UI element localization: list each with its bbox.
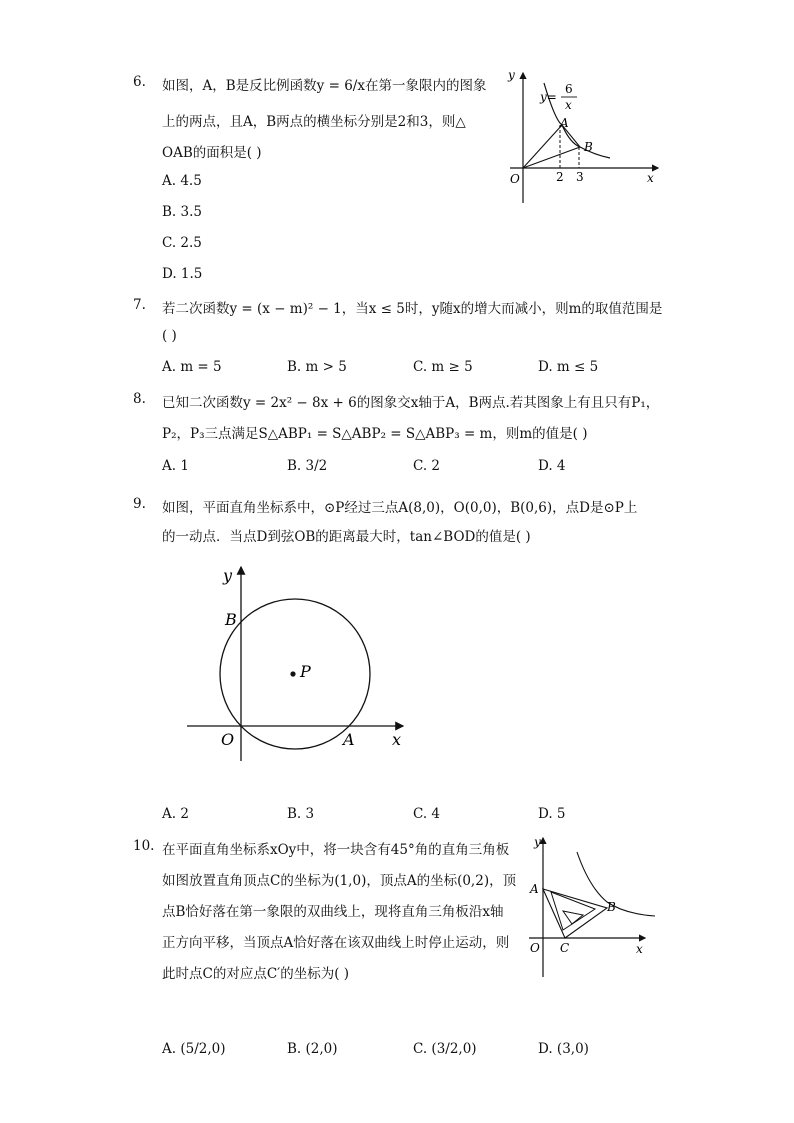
q10-option-a: A. (5/2,0) (162, 1041, 226, 1057)
q10-stem-line-2: 如图放置直角顶点C的坐标为(1,0)，顶点A的坐标(0,2)，顶 (162, 873, 517, 889)
q8-number: 8. (133, 391, 146, 407)
q6-fig-tick-2: 2 (556, 170, 564, 184)
q6-figure (500, 65, 660, 205)
q6-fig-tick-3: 3 (576, 170, 584, 184)
q7-option-a: A. m = 5 (162, 359, 222, 375)
q6-option-b: B. 3.5 (162, 204, 202, 220)
q10-option-c: C. (3/2,0) (413, 1041, 477, 1057)
q6-fig-point-b: B (584, 140, 593, 154)
q6-option-a: A. 4.5 (162, 173, 202, 189)
q6-stem-line-2: 上的两点，且A，B两点的横坐标分别是2和3，则△ (162, 114, 466, 130)
q7-option-b: B. m > 5 (287, 359, 347, 375)
q9-stem-line-1: 如图，平面直角坐标系中，⊙P经过三点A(8,0)，O(0,0)，B(0,6)，点D是⊙P上 (162, 500, 638, 516)
q6-fig-y: y (508, 68, 515, 82)
q6-number: 6. (133, 74, 146, 90)
q10-fig-point-b: B (607, 900, 616, 914)
q9-fig-x: x (392, 730, 402, 749)
q8-option-d: D. 4 (538, 458, 566, 474)
q6-fig-x: x (647, 171, 654, 185)
q10-number: 10. (133, 838, 155, 854)
q8-option-a: A. 1 (162, 458, 189, 474)
q10-fig-x: x (636, 942, 643, 956)
q7-stem-line-2: ( ) (162, 328, 177, 344)
q9-fig-point-b: B (225, 610, 237, 629)
q9-figure (185, 563, 415, 763)
q7-option-c: C. m ≥ 5 (413, 359, 473, 375)
q6-option-c: C. 2.5 (162, 235, 202, 251)
q9-fig-y: y (223, 566, 233, 585)
q10-fig-point-c: C (560, 941, 570, 955)
q10-figure (527, 832, 657, 982)
q10-fig-point-a: A (530, 882, 539, 896)
q6-stem-line-3: OAB的面积是( ) (162, 145, 262, 161)
q7-option-d: D. m ≤ 5 (538, 359, 599, 375)
q10-stem-line-4: 正方向平移，当顶点A恰好落在该双曲线上时停止运动，则 (162, 935, 510, 951)
q8-option-b: B. 3/2 (287, 458, 328, 474)
q6-fig-point-a: A (560, 116, 569, 130)
q9-number: 9. (133, 496, 146, 512)
q10-fig-origin: O (530, 941, 540, 955)
q7-stem-line-1: 若二次函数y = (x − m)² − 1，当x ≤ 5时，y随x的增大而减小，则m的取值范围是 (162, 301, 663, 317)
q6-fig-frac-num: 6 (565, 82, 573, 96)
q10-fig-y: y (534, 835, 541, 849)
q9-option-b: B. 3 (287, 806, 315, 822)
q9-option-c: C. 4 (413, 806, 441, 822)
q10-option-d: D. (3,0) (538, 1041, 589, 1057)
q6-option-d: D. 1.5 (162, 266, 203, 282)
q9-option-a: A. 2 (162, 806, 189, 822)
q9-fig-point-a: A (343, 730, 355, 749)
q10-option-b: B. (2,0) (287, 1041, 338, 1057)
q6-stem-line-1: 如图，A，B是反比例函数y = 6/x在第一象限内的图象 (162, 78, 487, 94)
q9-stem-line-2: 的一动点．当点D到弦OB的距离最大时，tan∠BOD的值是( ) (162, 529, 531, 545)
q9-fig-point-p: P (300, 662, 311, 681)
q8-stem-line-2: P₂，P₃三点满足S△ABP₁ = S△ABP₂ = S△ABP₃ = m，则m的值是( ) (162, 426, 588, 442)
q10-stem-line-5: 此时点C的对应点C′的坐标为( ) (162, 966, 350, 982)
q9-fig-origin: O (221, 730, 235, 749)
q10-stem-line-3: 点B恰好落在第一象限的双曲线上，现将直角三角板沿x轴 (162, 904, 504, 920)
q6-fig-curve-label: y= (540, 90, 557, 104)
q8-option-c: C. 2 (413, 458, 441, 474)
q7-number: 7. (133, 297, 146, 313)
q6-fig-origin: O (510, 172, 520, 186)
q10-stem-line-1: 在平面直角坐标系xOy中，将一块含有45°角的直角三角板 (162, 842, 510, 858)
q8-stem-line-1: 已知二次函数y = 2x² − 8x + 6的图象交x轴于A，B两点.若其图象上有且只有P₁， (162, 395, 660, 411)
q9-option-d: D. 5 (538, 806, 566, 822)
q6-fig-frac-den: x (565, 98, 572, 112)
